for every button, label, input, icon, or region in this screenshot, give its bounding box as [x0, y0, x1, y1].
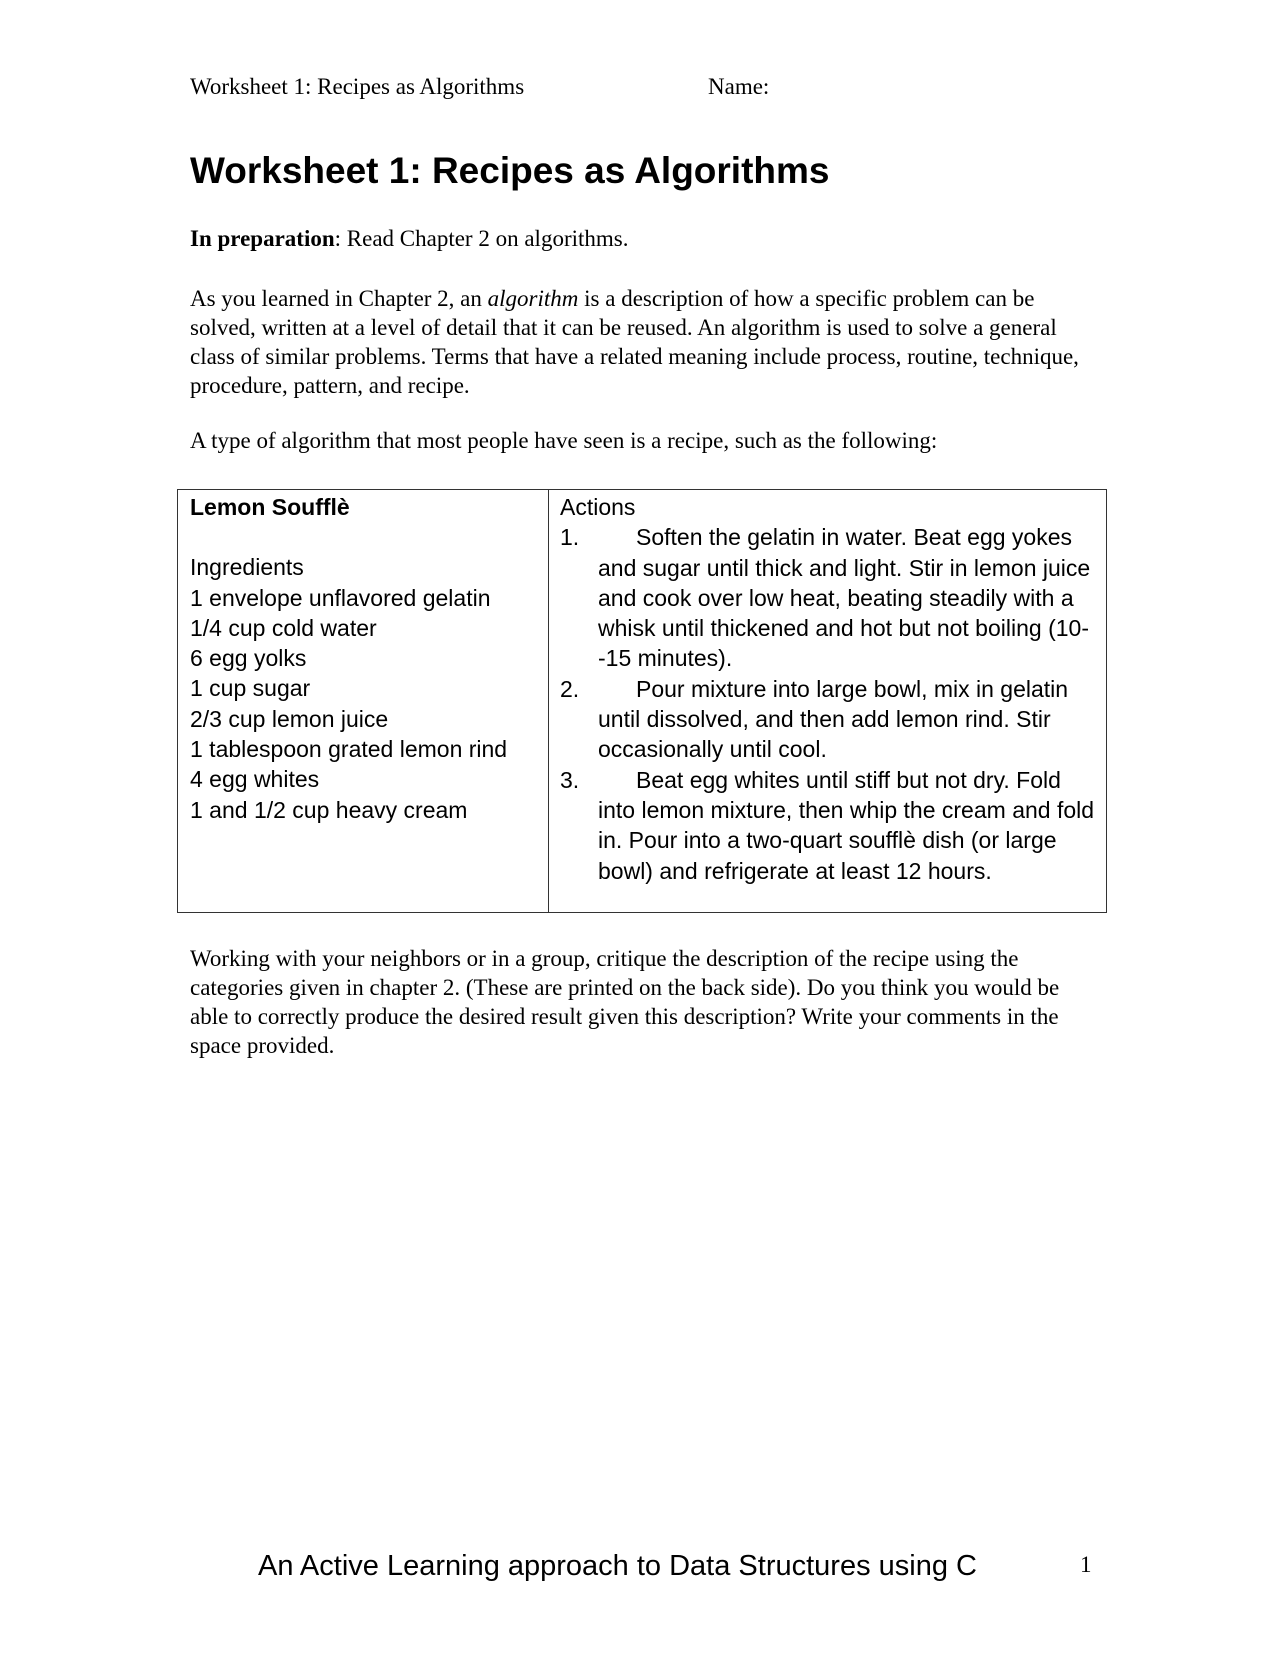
intro-paragraph: [190, 284, 1095, 400]
column-divider: [548, 490, 549, 912]
step-text: Soften the gelatin in water. Beat egg yokes and sugar until thick and light. Stir in lemon juice and cook over low heat, beating steadily with a whisk until thickened and hot but not boiling (10--15 minutes).: [598, 524, 1091, 672]
running-title: Worksheet 1: Recipes as Algorithms: [190, 74, 525, 99]
step-number: 3.: [560, 766, 580, 793]
step-text: Pour mixture into large bowl, mix in gelatin until dissolved, and then add lemon rind. Stir occasionally until cool.: [598, 675, 1069, 763]
preparation-note: [190, 226, 628, 252]
ingredients-heading: Ingredients: [190, 554, 304, 581]
ingredient-item: 1 envelope unflavored gelatin: [190, 584, 491, 611]
name-label: Name:: [708, 74, 770, 99]
ingredient-item: 2/3 cup lemon juice: [190, 705, 389, 732]
recipe-lead-in: A type of algorithm that most people have seen is a recipe, such as the following:: [190, 428, 938, 453]
ingredient-item: 1 tablespoon grated lemon rind: [190, 736, 508, 763]
step-number: 1.: [560, 524, 580, 551]
action-step: [560, 522, 1100, 673]
actions-heading: Actions: [560, 494, 636, 520]
algorithm-term: algorithm: [487, 286, 579, 311]
action-step: [560, 674, 1100, 765]
ingredient-item: 1/4 cup cold water: [190, 614, 377, 641]
ingredients-column: [190, 492, 507, 825]
step-text: Beat egg whites until stiff but not dry. Fold into lemon mixture, then whip the cream and fold in. Pour into a two-quart soufflè dish (or large bowl) and refrigerate at least 12 hours.: [598, 766, 1095, 884]
footer-book-title: An Active Learning approach to Data Structures using C: [258, 1550, 977, 1582]
intro-text-start: As you learned in Chapter 2, an: [190, 286, 488, 311]
step-number: 2.: [560, 675, 580, 702]
recipe-name: Lemon Soufflè: [190, 494, 350, 520]
actions-column: [560, 492, 1100, 886]
page-title: Worksheet 1: Recipes as Algorithms: [190, 150, 830, 191]
action-step: [560, 765, 1100, 886]
page-number: 1: [1080, 1552, 1092, 1577]
preparation-label: In preparation: [190, 226, 335, 251]
recipe-table: [177, 489, 1107, 913]
ingredient-item: 1 and 1/2 cup heavy cream: [190, 796, 468, 823]
ingredient-item: 6 egg yolks: [190, 645, 307, 672]
critique-instructions: Working with your neighbors or in a group, critique the description of the recipe using the categories given in chapter 2. (These are printed on the back side). Do you think you would be able to correctly produce the desired result given this description? Write your comments in the space provided.: [190, 946, 1060, 1058]
running-header: [190, 74, 1090, 100]
ingredient-item: 1 cup sugar: [190, 675, 311, 702]
intro-text-end: is a description of how a specific problem can be solved, written at a level of detail that it can be reused. An algorithm is used to solve a general class of similar problems. Terms that have a related meaning include process, routine, technique, procedure, pattern, and recipe.: [190, 286, 1079, 398]
ingredient-item: 4 egg whites: [190, 766, 320, 793]
preparation-text: : Read Chapter 2 on algorithms.: [334, 226, 629, 251]
